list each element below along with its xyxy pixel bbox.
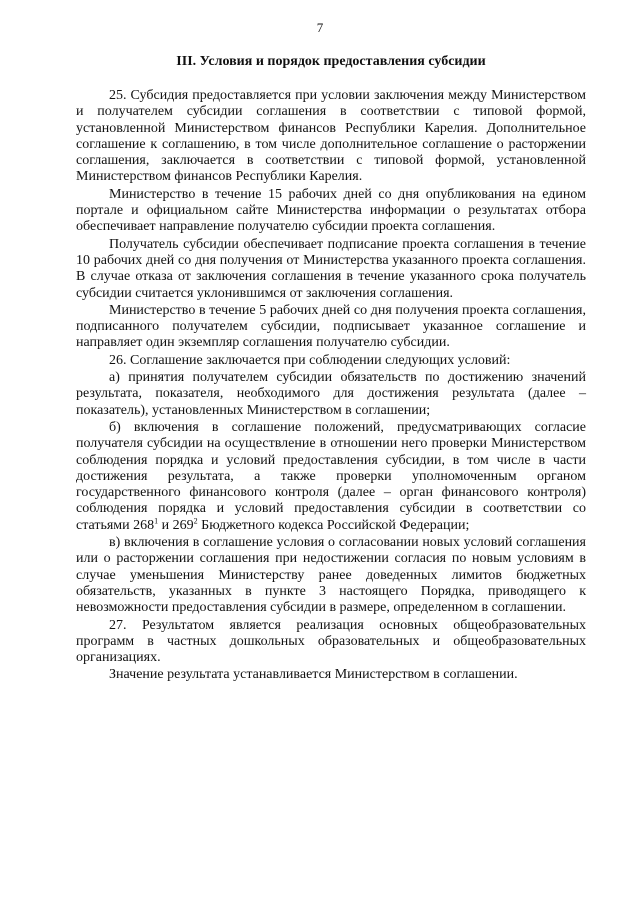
paragraph-ministry-5-days: Министерство в течение 5 рабочих дней со дня получения проекта соглашения, подписанного получателем субсидии, подписывает указанное соглашение и направляет один экземпляр соглашения получателю субсидии. bbox=[76, 302, 586, 351]
paragraph-recipient-10-days: Получатель субсидии обеспечивает подписание проекта соглашения в течение 10 рабочих дней со дня получения от Министерства указанного проекта соглашения. В случае отказа от заключения соглашения в течение указанного срока получатель субсидии считается уклонившимся от заключения соглашения. bbox=[76, 236, 586, 301]
page-number: 7 bbox=[316, 20, 324, 35]
paragraph-27: 27. Результатом является реализация основных общеобразовательных программ в частных дошкольных образовательных и общеобразовательных организациях. bbox=[76, 617, 586, 666]
paragraph-result-value: Значение результата устанавливается Министерством в соглашении. bbox=[109, 667, 518, 683]
article-268-superscript: 1 bbox=[154, 516, 159, 526]
section-title: III. Условия и порядок предоставления субсидии bbox=[176, 54, 486, 69]
paragraph-26: 26. Соглашение заключается при соблюдении следующих условий: bbox=[109, 352, 511, 368]
paragraph-26-b bbox=[76, 420, 586, 534]
paragraph-26-b-middle: и 269 bbox=[158, 517, 194, 533]
paragraph-25: 25. Субсидия предоставляется при условии заключения между Министерством и получателем субсидии соглашения в соответствии с типовой формой, установленной Министерством финансов Республики Карелия. Дополнительное соглашение к соглашению, в том числе дополнительное соглашение о расторжении соглашения, заключается в соответствии с типовой формой, установленной Министерством финансов Республики Карелия. bbox=[76, 88, 586, 185]
article-269-superscript: 2 bbox=[193, 516, 198, 526]
paragraph-26-b-text: б) включения в соглашение положений, предусматривающих согласие получателя субсидии на осуществление в отношении него проверки Министерством соблюдения порядка и условий предоставления субсидии, в том числе в части достижения результата, а также проверки уполномоченным органом государственного финансового контроля (далее – орган финансового контроля) соблюдения порядка и условий предоставления субсидии в соответствии со статьями 268 bbox=[76, 419, 586, 533]
paragraph-26-b-end: Бюджетного кодекса Российской Федерации; bbox=[197, 517, 470, 533]
document-body bbox=[76, 88, 586, 685]
paragraph-26-v: в) включения в соглашение условия о согласовании новых условий соглашения или о расторжении соглашения при недостижении согласия по новым условиям в случае уменьшения Министерству ранее доведенных лимитов бюджетных обязательств, указанных в пункте 3 настоящего Порядка, приводящего к невозможности предоставления субсидии в размере, определенном в соглашении. bbox=[76, 535, 586, 616]
paragraph-ministry-15-days: Министерство в течение 15 рабочих дней со дня опубликования на едином портале и официальном сайте Министерства информации о результатах отбора обеспечивает направление получателю субсидии проекта соглашения. bbox=[76, 186, 586, 235]
paragraph-26-a: а) принятия получателем субсидии обязательств по достижению значений результата, показателя, необходимого для достижения результата (далее – показатель), установленных Министерством в соглашении; bbox=[76, 370, 586, 418]
